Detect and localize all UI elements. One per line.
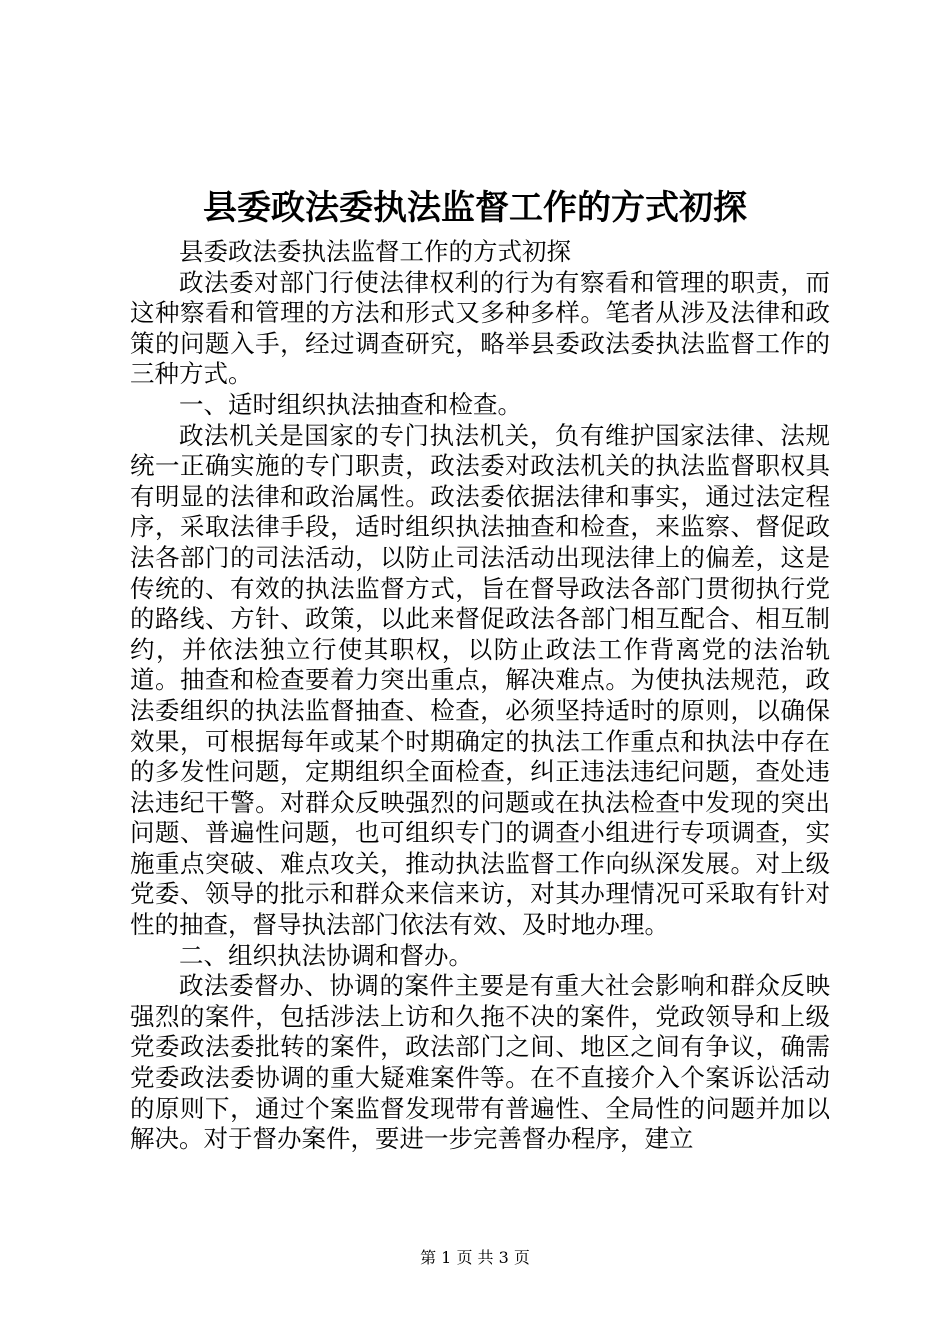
- section-heading-2: 二、组织执法协调和督办。: [179, 940, 473, 970]
- paragraph-subtitle: 县委政法委执法监督工作的方式初探: [179, 237, 571, 266]
- paragraph-section-2: 政法委督办、协调的案件主要是有重大社会影响和群众反映强烈的案件，包括涉法上访和久拖不决的案件，党政领导和上级党委政法委批转的案件，政法部门之间、地区之间有争议，确需党委政法委协调的重大疑难案件等。在不直接介入个案诉讼活动的原则下，通过个案监督发现带有普遍性、全局性的问题并加以解决。对于督办案件，要进一步完善督办程序，建立: [130, 971, 830, 1154]
- paragraph-section-1: 政法机关是国家的专门执法机关，负有维护国家法律、法规统一正确实施的专门职责，政法委对政法机关的执法监督职权具有明显的法律和政治属性。政法委依据法律和事实，通过法定程序，采取法律手段，适时组织执法抽查和检查，来监察、督促政法各部门的司法活动，以防止司法活动出现法律上的偏差，这是传统的、有效的执法监督方式，旨在督导政法各部门贯彻执行党的路线、方针、政策，以此来督促政法各部门相互配合、相互制约，并依法独立行使其职权，以防止政法工作背离党的法治轨道。抽查和检查要着力突出重点，解决难点。为使执法规范，政法委组织的执法监督抽查、检查，必须坚持适时的原则，以确保效果，可根据每年或某个时期确定的执法工作重点和执法中存在的多发性问题，定期组织全面检查，纠正违法违纪问题，查处违法违纪干警。对群众反映强烈的问题或在执法检查中发现的突出问题、普遍性问题，也可组织专门的调查小组进行专项调查，实施重点突破、难点攻关，推动执法监督工作向纵深发展。对上级党委、领导的批示和群众来信来访，对其办理情况可采取有针对性的抽查，督导执法部门依法有效、及时地办理。: [130, 420, 830, 940]
- page-footer: 第 1 页 共 3 页: [420, 1248, 530, 1267]
- document-title: 县委政法委执法监督工作的方式初探: [203, 188, 747, 228]
- paragraph-intro: 政法委对部门行使法律权利的行为有察看和管理的职责，而这种察看和管理的方法和形式又多种多样。笔者从涉及法律和政策的问题入手，经过调查研究，略举县委政法委执法监督工作的三种方式。: [130, 267, 830, 389]
- document-body: [130, 237, 830, 1155]
- section-heading-1: 一、适时组织执法抽查和检查。: [179, 389, 522, 419]
